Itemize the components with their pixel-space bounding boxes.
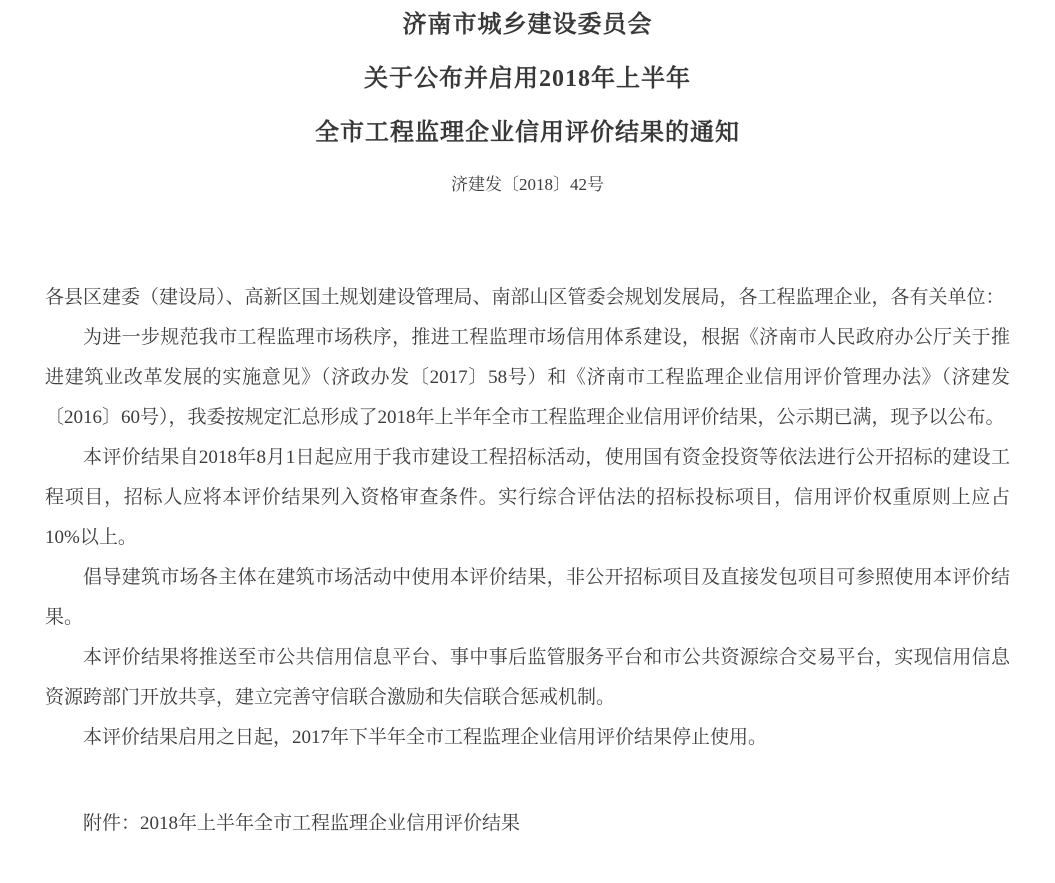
attachment-line: 附件：2018年上半年全市工程监理企业信用评价结果	[83, 813, 521, 834]
paragraph-basis: 为进一步规范我市工程监理市场秩序，推进工程监理市场信用体系建设，根据《济南市人民政府办公厅关于推进建筑业改革发展的实施意见》（济政办发〔2017〕58号）和《济南市工程监理企业信用评价管理办法》（济建发〔2016〕60号），我委按规定汇总形成了2018年上半年全市工程监理企业信用评价结果，公示期已满，现予以公布。	[45, 327, 1010, 428]
document-title-line-1: 济南市城乡建设委员会	[402, 12, 653, 38]
document-title-line-3: 全市工程监理企业信用评价结果的通知	[315, 120, 740, 146]
paragraph-platforms: 本评价结果将推送至市公共信用信息平台、事中事后监管服务平台和市公共资源综合交易平台，实现信用信息资源跨部门开放共享，建立完善守信联合激励和失信联合惩戒机制。	[45, 647, 1010, 708]
document-number: 济建发〔2018〕42号	[451, 175, 604, 194]
document-title-line-2: 关于公布并启用2018年上半年	[364, 66, 691, 92]
paragraph-supersede: 本评价结果启用之日起，2017年下半年全市工程监理企业信用评价结果停止使用。	[83, 727, 768, 748]
paragraph-application: 本评价结果自2018年8月1日起应用于我市建设工程招标活动，使用国有资金投资等依法进行公开招标的建设工程项目，招标人应将本评价结果列入资格审查条件。实行综合评估法的招标投标项目，信用评价权重原则上应占10%以上。	[45, 447, 1010, 548]
paragraph-advocacy: 倡导建筑市场各主体在建筑市场活动中使用本评价结果，非公开招标项目及直接发包项目可参照使用本评价结果。	[45, 567, 1010, 628]
addressee-line: 各县区建委（建设局）、高新区国土规划建设管理局、南部山区管委会规划发展局，各工程监理企业，各有关单位：	[45, 287, 1005, 308]
document-body	[45, 278, 1010, 844]
